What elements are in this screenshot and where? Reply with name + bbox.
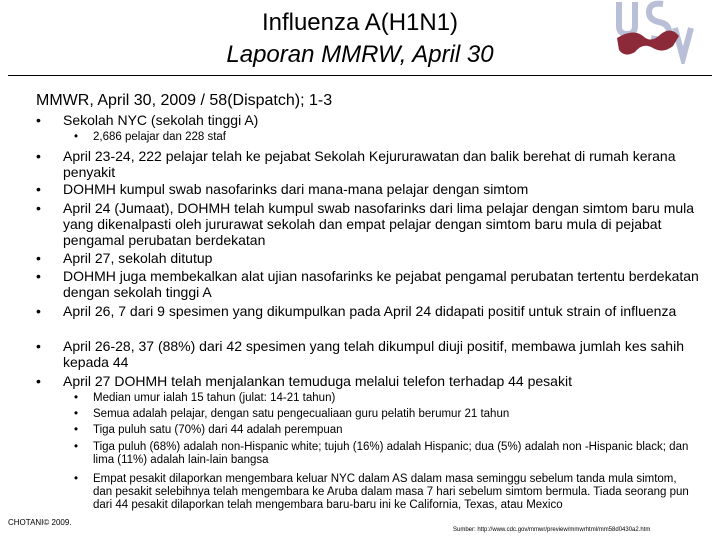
bullet-icon: • [36,373,41,389]
bullet-icon: • [36,250,41,266]
bullet-icon: • [74,424,79,436]
bullet-icon: • [36,148,41,164]
bullet-icon: • [36,338,41,354]
slide-title: Influenza A(H1N1) [261,9,459,36]
bullet-icon: • [36,268,41,284]
slide-subtitle: Laporan MMRW, April 30 [226,41,494,68]
bullet-icon: • [74,408,79,420]
bullet-icon: • [74,473,79,485]
bullet-icon: • [36,303,41,319]
bullet-icon: • [36,200,41,216]
report-heading: MMWR, April 30, 2009 / 58(Dispatch); 1-3 [36,92,333,109]
copyright-note: CHOTANI© 2009. [8,518,72,527]
university-logo [613,0,695,64]
bullet-icon: • [74,131,79,143]
bullet-icon: • [74,441,79,453]
bullet-icon: • [36,181,41,197]
title-divider [8,75,712,76]
bullet-icon: • [74,392,79,404]
bullet-icon: • [36,112,41,128]
source-note: Sumber: http://www.cdc.gov/mmwr/preview/mmwrhtml/mm58d0430a2.htm [453,527,651,533]
